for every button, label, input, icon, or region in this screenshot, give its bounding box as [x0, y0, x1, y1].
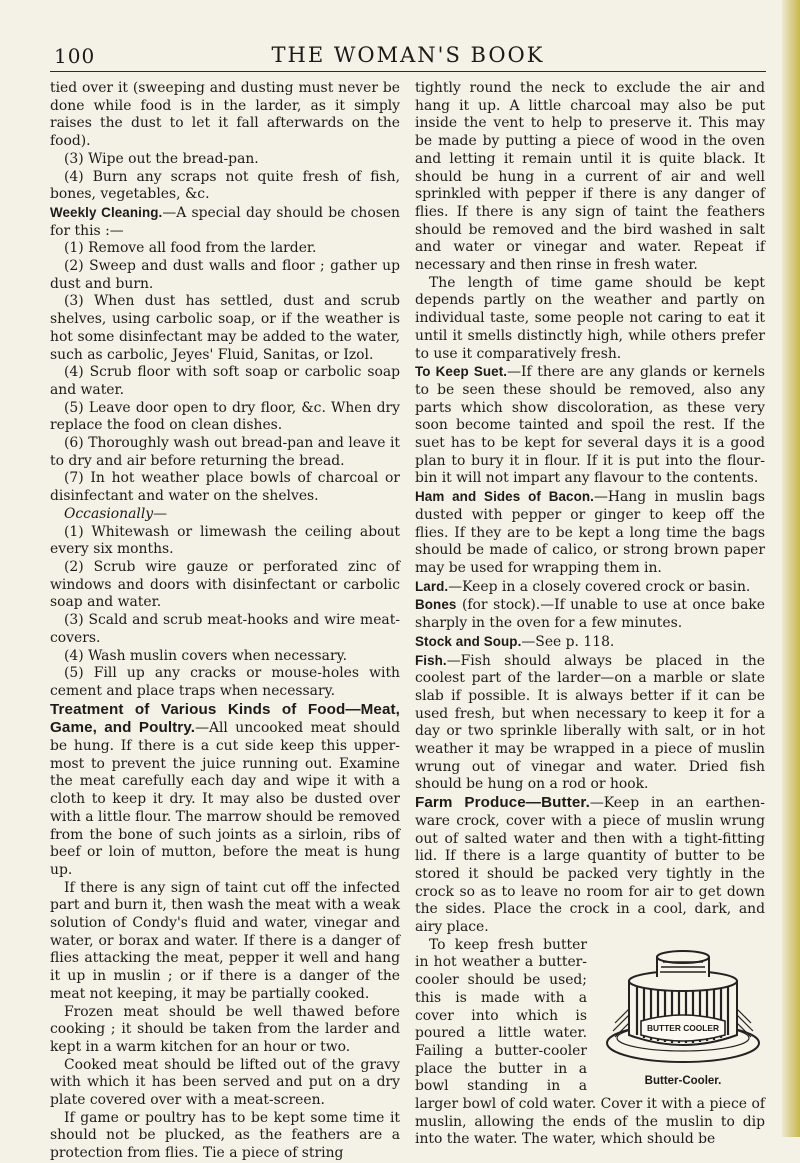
- section-heading: Ham and Sides of Bacon.: [415, 489, 594, 505]
- farm-produce-section: [415, 794, 765, 937]
- paragraph: The length of time game should be kept depends partly on the weather and partly on individual taste, some people not caring to eat it until it smells distinctly high, while others prefer to use it comparatively fresh.: [415, 274, 765, 362]
- stock-section: [415, 633, 765, 652]
- section-text: —Fish should always be placed in the coolest part of the larder—on a marble or slate slab if possible. It is always better if it can be used fresh, but when necessary to keep it for a day or two sprinkle liberally with salt, or in hot weather it may be wrapped in a piece of muslin wrung out of vinegar and water. Dried fish should be hung on a rod or hook.: [415, 652, 765, 793]
- weekly-cleaning-section: [50, 204, 400, 240]
- header-rule: [50, 71, 766, 72]
- section-text: —If there are any glands or kernels to be seen these should be removed, also any parts which show discoloration, as these very soon become tainted and spoil the rest. If the suet has to be kept for several days it is a good plan to bury it in flour. If it is put into the flour-bin it will not impart any flavour to the contents.: [415, 364, 765, 487]
- left-column: [50, 80, 400, 1163]
- section-heading: Treatment of Various Kinds of Food—Meat, Game, and Poultry.: [50, 700, 400, 737]
- section-heading: To Keep Suet.: [415, 364, 508, 380]
- section-text: —A special day should be chosen for this :—: [50, 204, 400, 239]
- suet-section: [415, 363, 765, 488]
- section-text: —Keep in a closely covered crock or basin.: [448, 578, 751, 595]
- list-item: (5) Leave door open to dry floor, &c. When dry replace the food on clean dishes.: [50, 399, 400, 434]
- lard-section: [415, 578, 765, 597]
- section-heading: Stock and Soup.: [415, 633, 522, 649]
- section-heading: Fish.: [415, 652, 447, 668]
- paragraph: If game or poultry has to be kept some time it should not be plucked, as the feathers are a protection from flies. Tie a piece of string: [50, 1109, 400, 1162]
- paragraph: Cooked meat should be lifted out of the gravy with which it has been served and put on a dry plate covered over with a meat-screen.: [50, 1056, 400, 1109]
- section-text: (for stock).—If unable to use at once bake sharply in the oven for a few minutes.: [415, 597, 765, 632]
- section-text: —All uncooked meat should be hung. If there is a cut side keep this upper-most to prevent the juice running out. Examine the meat carefully each day and wipe it with a cloth to keep it dry. It may also be dusted over with a little flour. The marrow should be removed from the bone of such joints as a sirloin, ribs of beef or loin of mutton, before the meat is hung up.: [50, 720, 400, 878]
- subheading-occasionally: Occasionally—: [64, 505, 168, 522]
- section-heading: Weekly Cleaning.: [50, 204, 163, 220]
- figure-caption: Butter-Cooler.: [644, 1074, 722, 1087]
- list-item: (7) In hot weather place bowls of charcoal or disinfectant and water on the shelves.: [50, 470, 400, 505]
- page-number: 100: [54, 44, 96, 68]
- section-heading: Farm Produce—Butter.: [415, 794, 590, 812]
- list-item: (4) Wash muslin covers when necessary.: [64, 647, 347, 664]
- list-item: (4) Scrub floor with soft soap or carbolic soap and water.: [50, 364, 400, 398]
- list-item: (1) Remove all food from the larder.: [64, 240, 317, 257]
- paragraph: (3) Wipe out the bread-pan.: [64, 150, 259, 167]
- bones-section: [415, 596, 765, 632]
- butter-cooler-figure: [597, 943, 769, 1091]
- list-item: (5) Fill up any cracks or mouse-holes with cement and place traps when necessary.: [50, 665, 400, 699]
- paragraph: tied over it (sweeping and dusting must never be done while food is in the larder, as it simply raises the dust to let it fall afterwards on the food).: [50, 80, 400, 150]
- list-item: (3) Scald and scrub meat-hooks and wire meat-covers.: [50, 612, 400, 646]
- list-item: (1) Whitewash or limewash the ceiling about every six months.: [50, 523, 400, 558]
- ham-section: [415, 488, 765, 578]
- treatment-section: [50, 701, 400, 880]
- paragraph: Frozen meat should be well thawed before cooking ; it should be taken from the larder and kept in a warm kitchen for an hour or two.: [50, 1003, 400, 1055]
- list-item: (2) Scrub wire gauze or perforated zinc of windows and doors with disinfectant or carbolic soap and water.: [50, 558, 400, 611]
- paragraph: To keep fresh butter in hot weather a butter-cooler should be used; this is made with a cover into which is poured a little water. Failing a butter-cooler place the butter in a bowl standing in a larger bowl of cold water. Cover it with a piece of muslin, allowing the ends of the muslin to dip into the water. The water, which should be: [415, 936, 765, 1148]
- section-text: —Hang in muslin bags dusted with pepper or ginger to keep off the flies. If they are to be kept a long time the bags should be made of calico, or strong brown paper may be used for wrapping them in.: [415, 489, 765, 576]
- paragraph: (4) Burn any scraps not quite fresh of fish, bones, vegetables, &c.: [50, 168, 400, 203]
- paragraph: If there is any sign of taint cut off the infected part and burn it, then wash the meat with a weak solution of Condy's fluid and water, vinegar and water, or borax and water. If there is a danger of flies attacking the meat, pepper it well and hang it up in muslin ; or if there is a danger of the meat not keeping, it may be partially cooked.: [50, 879, 400, 1002]
- section-text: —Keep in an earthen-ware crock, cover with a piece of muslin wrung out of salted water and then with a tight-fitting lid. If there is a large quantity of butter to be stored it should be packed very tightly in the crock so as to leave no room for air to get down the sides. Place the crock in a cool, dark, and airy place.: [415, 795, 765, 936]
- list-item: (6) Thoroughly wash out bread-pan and leave it to dry and air before returning the bread.: [50, 435, 400, 469]
- section-heading: Lard.: [415, 578, 449, 594]
- page-header: [50, 40, 766, 70]
- butter-cooler-label: BUTTER COOLER: [646, 1022, 720, 1033]
- list-item: (2) Sweep and dust walls and floor ; gather up dust and burn.: [50, 258, 400, 292]
- butter-cooler-illustration: [601, 943, 765, 1069]
- section-text: —See p. 118.: [521, 633, 615, 650]
- page-edge: [782, 0, 800, 1137]
- right-column: [415, 80, 765, 1149]
- running-title: THE WOMAN'S BOOK: [271, 43, 545, 67]
- list-item: (3) When dust has settled, dust and scrub shelves, using carbolic soap, or if the weather is hot some disinfectant may be added to the water, such as carbolic, Jeyes' Fluid, Sanitas, or Izol.: [50, 293, 400, 363]
- fish-section: [415, 652, 765, 795]
- section-heading: Bones: [415, 597, 457, 613]
- paragraph: tightly round the neck to exclude the air and hang it up. A little charcoal may also be put inside the vent to help to preserve it. This may be made by putting a piece of wood in the oven and letting it remain until it is quite black. It should be hung in a current of air and well sprinkled with pepper if there is any danger of flies. If there is any sign of taint the feathers should be removed and the bird washed in salt and water or vinegar and water. Repeat if necessary and then rinse in fresh water.: [415, 80, 765, 274]
